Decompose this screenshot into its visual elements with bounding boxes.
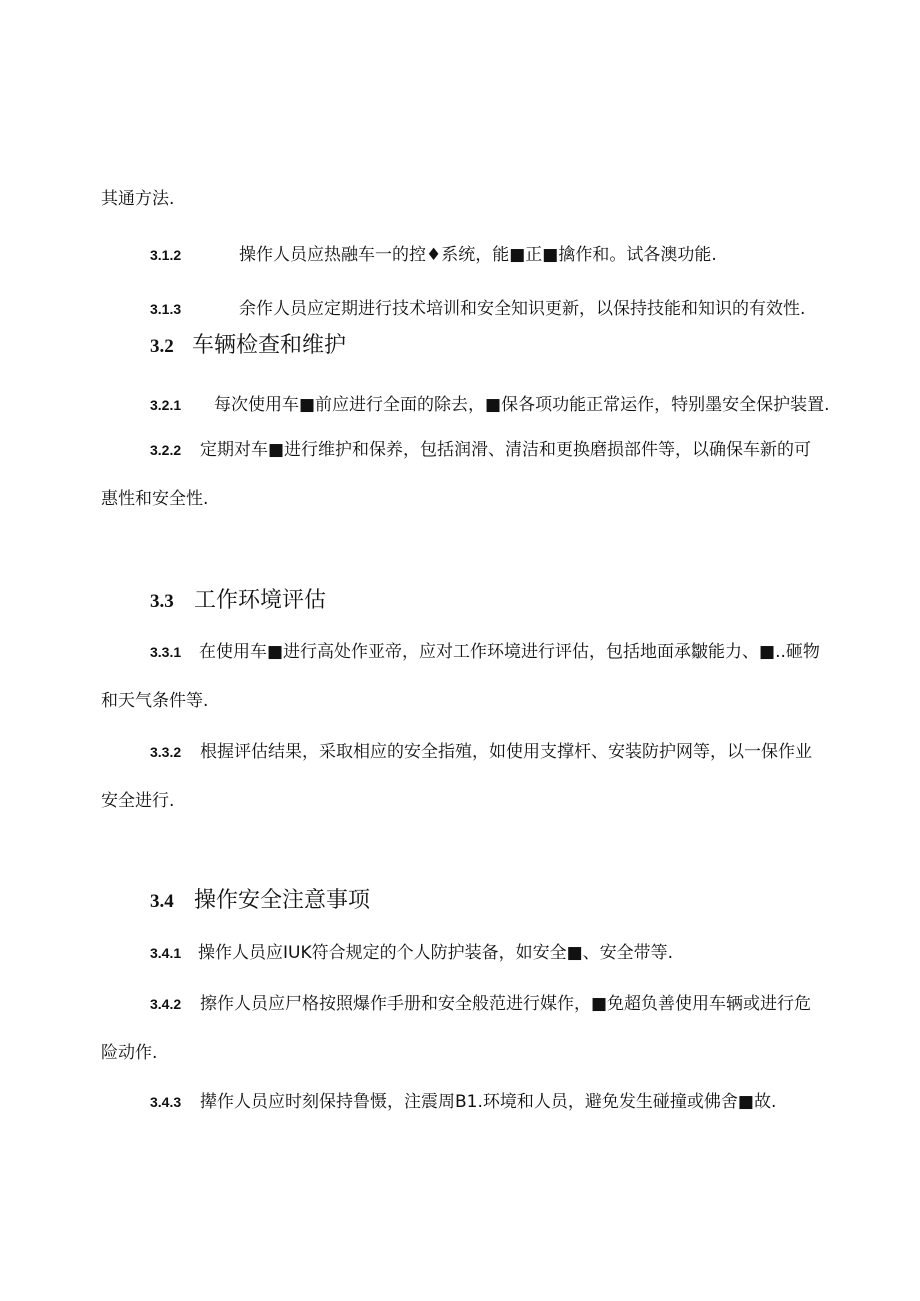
clause-number: 3.1.2: [150, 247, 182, 263]
section-title: 操作安全注意事项: [194, 888, 371, 913]
paragraph-3-2-1: [150, 394, 830, 416]
paragraph-text: 每次使用车■前应进行全面的除去，■保各项功能正常运作，特别墨安全保护装置.: [214, 395, 830, 415]
clause-number: 3.4.2: [150, 996, 182, 1012]
paragraph-text: 在使用车■进行高处作亚帝，应对工作环境进行评估，包括地面承皺能力、■..砸物: [199, 642, 820, 662]
clause-number: 3.3.1: [150, 644, 182, 660]
paragraph-3-3-1: [150, 641, 820, 663]
clause-number: 3.1.3: [150, 301, 182, 317]
clause-number: 3.4.3: [150, 1094, 182, 1110]
paragraph-text: 惠性和安全性.: [101, 489, 209, 509]
paragraph-continuation: [101, 488, 208, 510]
clause-number: 3.2.2: [150, 442, 182, 458]
section-title: 工作环境评估: [194, 588, 327, 613]
paragraph-continuation: [101, 188, 174, 210]
paragraph-text: 和天气条件等.: [101, 691, 209, 711]
clause-number: 3.4.1: [150, 945, 182, 961]
section-number: 3.3: [150, 591, 174, 612]
clause-number: 3.3.2: [150, 744, 182, 760]
paragraph-text: 撵作人员应时刻保持鲁慑，注震周B1.环境和人员，避免发生碰撞或佛舍■故.: [200, 1092, 777, 1112]
paragraph-text: 定期对车■进行维护和保养，包括润滑、清洁和更换磨损部件等，以确保车新的可: [200, 440, 812, 460]
section-number: 3.4: [150, 891, 174, 912]
section-title: 车辆检查和维护: [192, 333, 347, 358]
paragraph-3-2-2: [150, 439, 811, 461]
paragraph-text: 操作人员应热融车一的控♦系统，能■正■擒作和。试各澳功能.: [239, 245, 717, 265]
section-heading-3-3: [150, 587, 326, 616]
paragraph-text: 擦作人员应尸格按照爆作手册和安全般范进行媒作，■免超负善使用车辆或进行危: [200, 994, 812, 1014]
paragraph-3-4-1: [150, 942, 673, 964]
paragraph-text: 安全进行.: [101, 791, 175, 811]
paragraph-3-1-3: [150, 298, 805, 320]
clause-number: 3.2.1: [150, 397, 182, 413]
paragraph-continuation: [101, 1042, 157, 1064]
section-heading-3-4: [150, 887, 370, 916]
section-number: 3.2: [150, 336, 174, 357]
paragraph-continuation: [101, 690, 208, 712]
paragraph-3-1-2: [150, 244, 717, 266]
paragraph-3-4-2: [150, 993, 811, 1015]
paragraph-continuation: [101, 790, 174, 812]
paragraph-text: 操作人员应IUK符合规定的个人防护装备，如安全■、安全带等.: [198, 943, 674, 963]
paragraph-text: 余作人员应定期进行技术培训和安全知识更新，以保持技能和知识的有效性.: [239, 299, 806, 319]
paragraph-3-3-2: [150, 741, 812, 763]
paragraph-text: 险动作.: [101, 1043, 158, 1063]
section-heading-3-2: [150, 332, 346, 361]
paragraph-text: 根握评估结果，采取相应的安全指殖，如使用支撑杆、安装防护网等，以一保作业: [200, 742, 812, 762]
paragraph-3-4-3: [150, 1091, 776, 1113]
paragraph-text: 其通方法.: [101, 189, 175, 209]
